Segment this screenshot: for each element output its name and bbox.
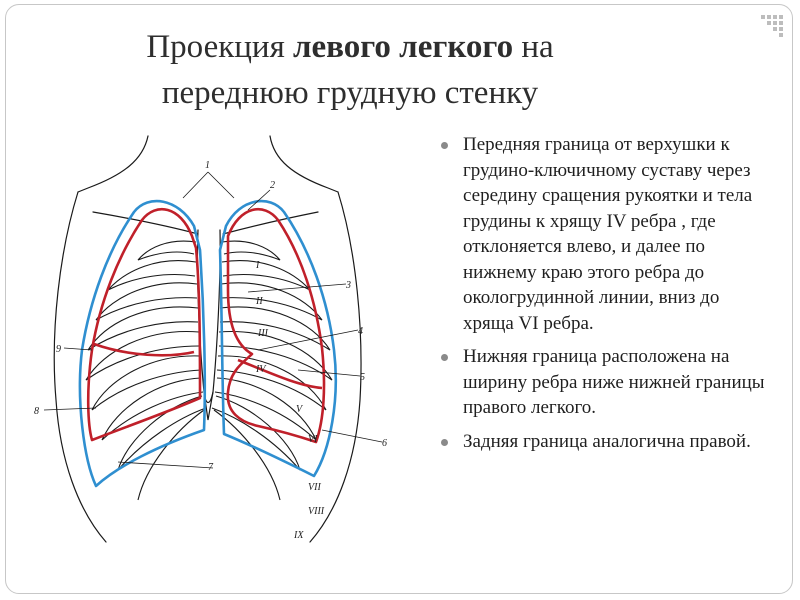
title-line1: Проекция левого легкого на xyxy=(146,29,554,65)
figure-label-9: 9 xyxy=(56,344,61,355)
rib-label-2: II xyxy=(256,296,263,307)
rib-label-8: VIII xyxy=(308,506,325,517)
figure-label-2: 2 xyxy=(270,180,275,191)
bullet-anterior-border: Передняя граница от верхушки к грудино-ключичному суставу через середину сращения рукоятки и тела грудины к хрящу IV ребра , где отклоняется влево, и далее по нижнему краю этого ребра до окологрудинной линии, вниз до хряща VI ребра. xyxy=(438,132,774,336)
figure-label-8: 8 xyxy=(34,406,39,417)
title-emphasis: левого легкого xyxy=(293,29,514,65)
corner-ornament-icon xyxy=(761,15,783,37)
figure-label-6: 6 xyxy=(382,438,387,449)
bullet-lower-border: Нижняя граница расположена на ширину ребра ниже нижней границы правого легкого. xyxy=(438,344,774,421)
lung-right-fissure xyxy=(94,344,194,355)
page-title xyxy=(90,24,610,116)
ribs-left xyxy=(86,241,206,500)
title-line2: переднюю грудную стенку xyxy=(161,75,539,111)
rib-label-3: III xyxy=(258,328,268,339)
neck-left-outline xyxy=(78,136,148,192)
lung-right-outline xyxy=(88,209,200,440)
figure-label-5: 5 xyxy=(360,372,365,383)
bullet-list xyxy=(438,132,774,462)
bullet-posterior-border: Задняя граница аналогична правой. xyxy=(438,429,774,455)
clavicle-right xyxy=(223,212,318,234)
rib-label-5: V xyxy=(296,404,303,415)
rib-label-6: VI xyxy=(308,434,318,445)
rib-label-4: IV xyxy=(256,364,266,375)
rib-label-9: IX xyxy=(294,530,304,541)
figure-label-4: 4 xyxy=(358,326,363,337)
figure-label-7: 7 xyxy=(208,462,213,473)
neck-right-outline xyxy=(270,136,338,192)
figure-label-3: 3 xyxy=(346,280,351,291)
rib-label-7: VII xyxy=(308,482,321,493)
rib-label-1: I xyxy=(256,260,260,271)
figure-label-1: 1 xyxy=(205,160,210,171)
ribs-right xyxy=(212,241,332,500)
chest-lung-projection-illustration xyxy=(8,130,413,550)
